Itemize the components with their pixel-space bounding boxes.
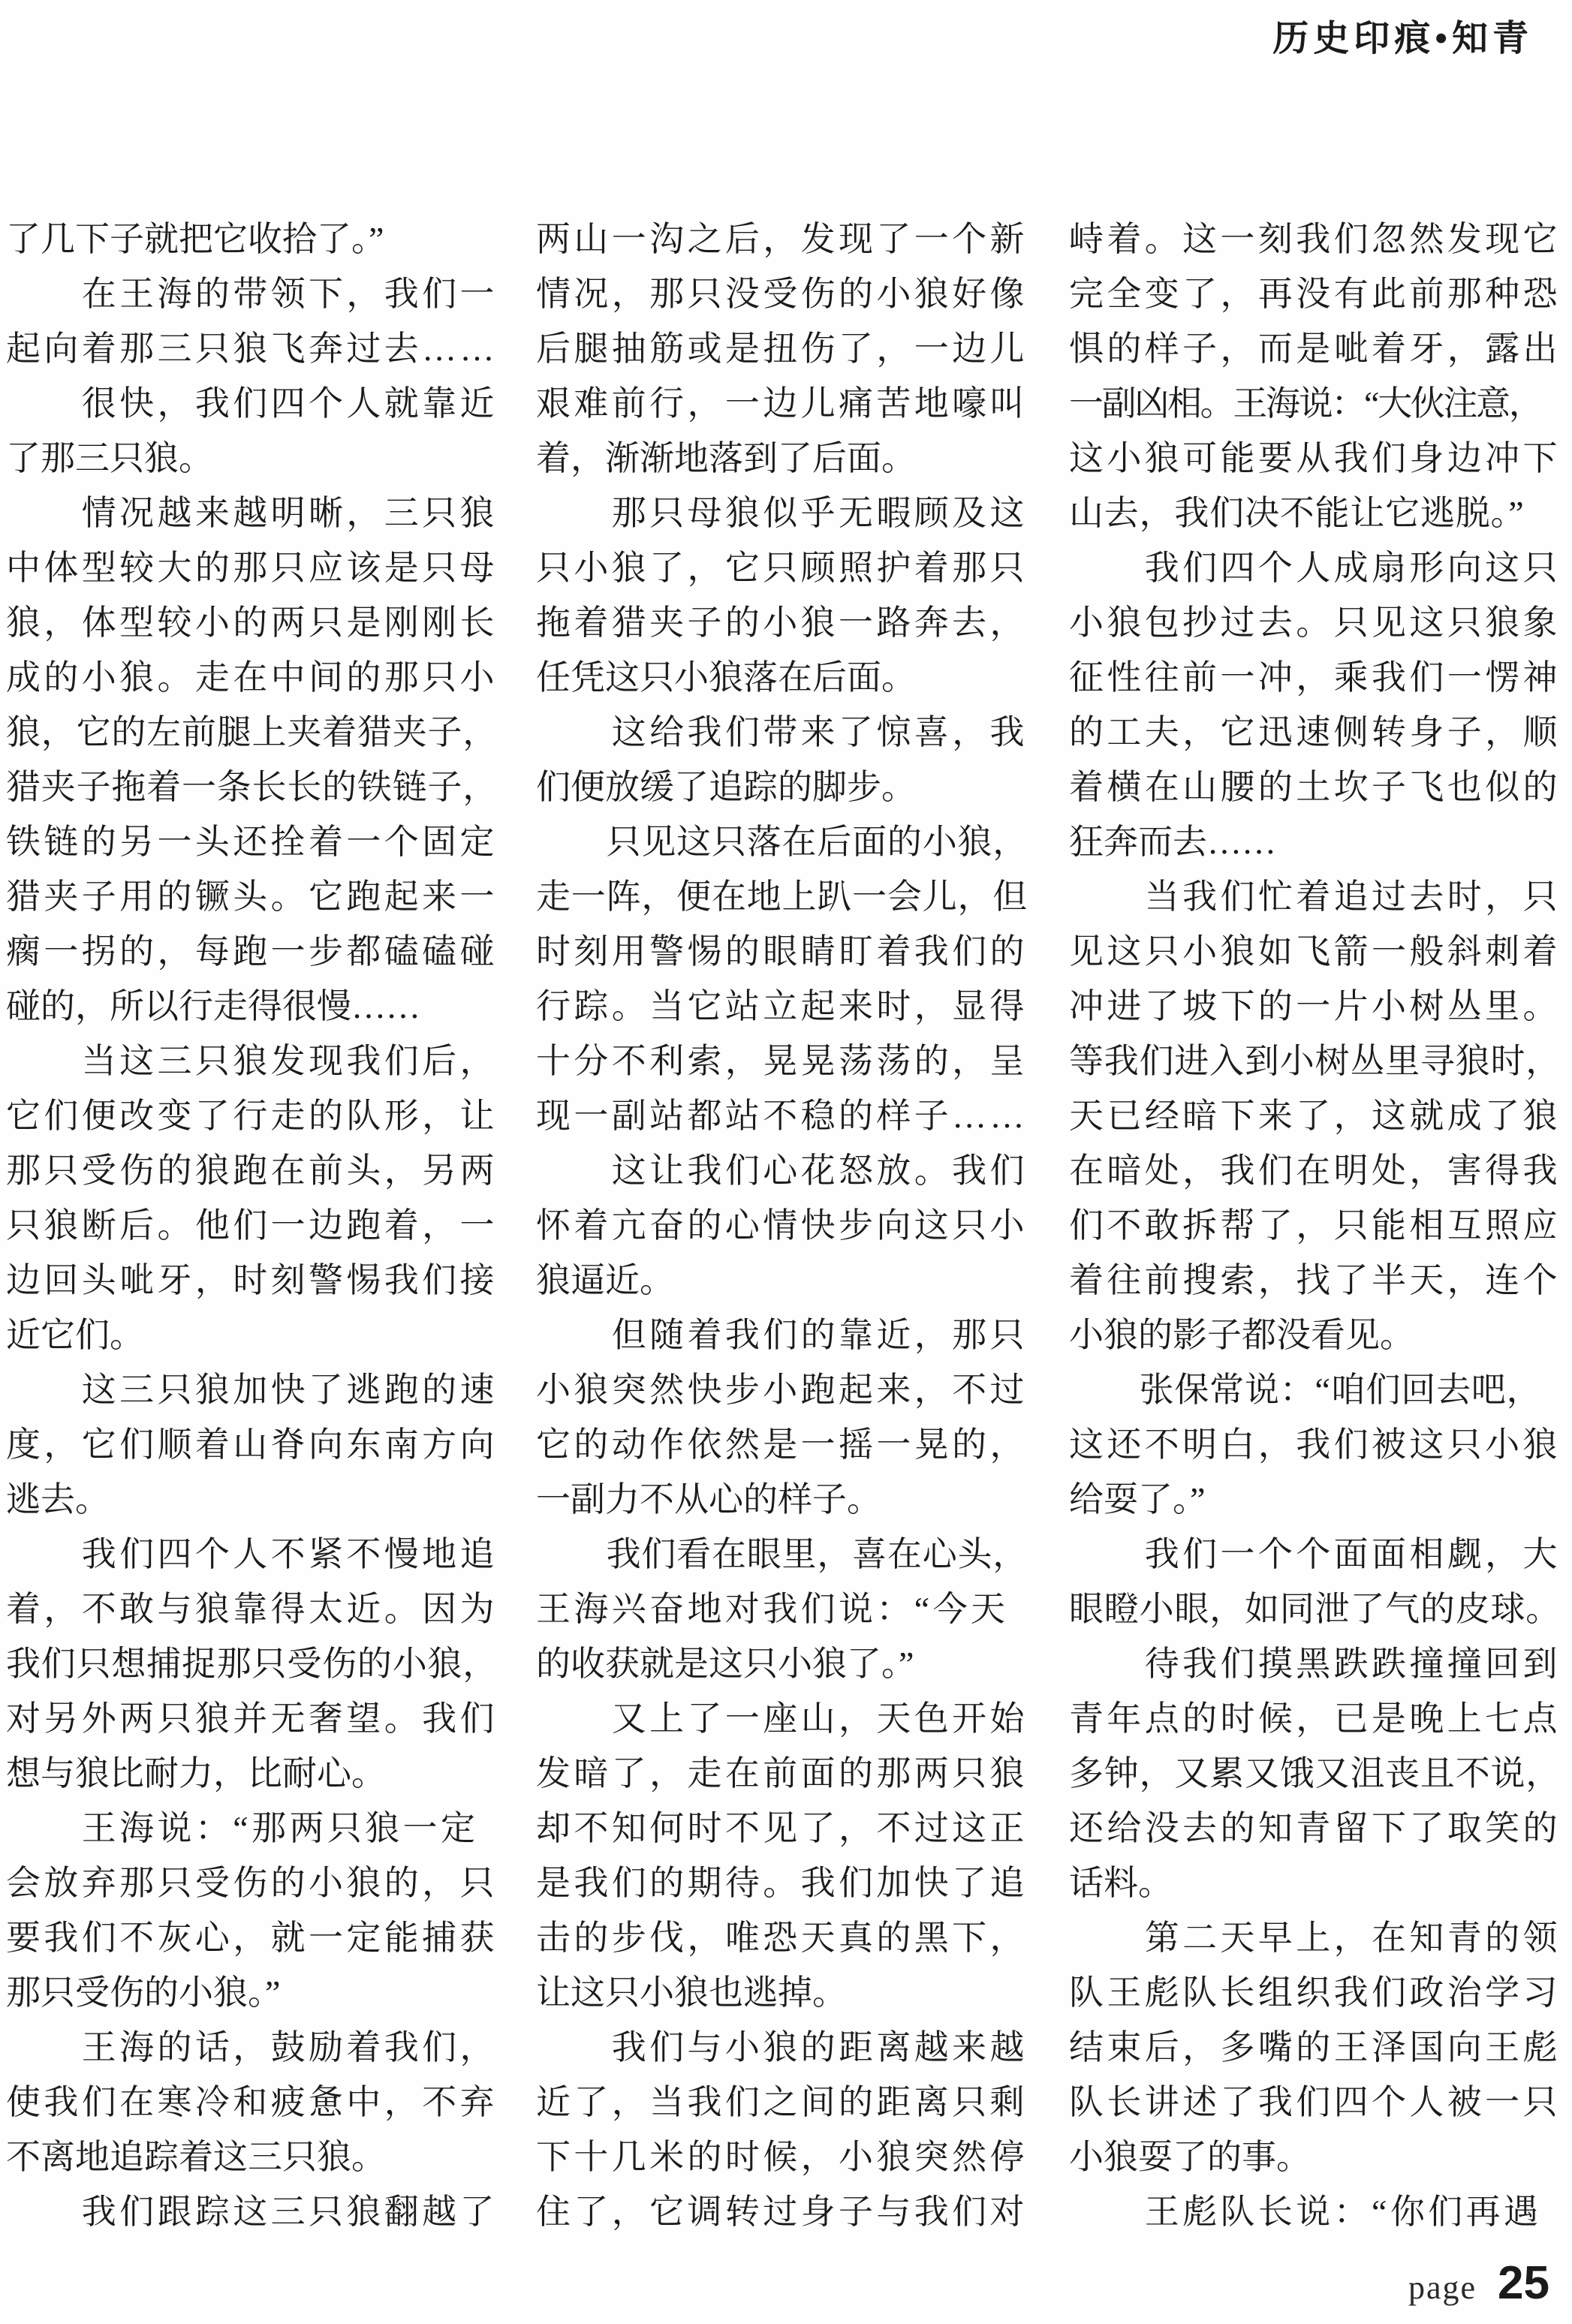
text-line: 成的小狼。走在中间的那只小 — [6, 658, 498, 697]
text-line: 一副力不从心的样子。 — [536, 1480, 881, 1519]
text-line: 行踪。当它站立起来时，显得 — [536, 987, 1028, 1025]
text-line: 我们四个人不紧不慢地追 — [6, 1535, 498, 1573]
text-line: 这让我们心花怒放。我们 — [536, 1151, 1028, 1190]
text-line: 会放弃那只受伤的小狼的，只 — [6, 1864, 498, 1902]
text-line: 征性往前一冲，乘我们一愣神 — [1069, 658, 1561, 697]
text-line: 怀着亢奋的心情快步向这只小 — [536, 1206, 1028, 1245]
text-line: 发暗了，走在前面的那两只狼 — [536, 1754, 1028, 1793]
text-line: 猎夹子用的镢头。它跑起来一 — [6, 878, 498, 916]
text-line: 要我们不灰心，就一定能捕获 — [6, 1919, 498, 1957]
text-line: 狼逼近。 — [536, 1261, 674, 1299]
text-line: 击的步伐，唯恐天真的黑下， — [536, 1919, 1028, 1957]
text-line: 给耍了。” — [1069, 1480, 1206, 1519]
text-line: 任凭这只小狼落在后面。 — [536, 658, 916, 697]
text-line: 队长讲述了我们四个人被一只 — [1069, 2083, 1561, 2121]
text-line: 这三只狼加快了逃跑的速 — [6, 1371, 498, 1409]
text-line: 多钟，又累又饿又沮丧且不说， — [1069, 1754, 1561, 1793]
text-line: 度，它们顺着山脊向东南方向 — [6, 1425, 498, 1464]
text-line: 但随着我们的靠近，那只 — [536, 1316, 1028, 1354]
text-line: 在暗处，我们在明处，害得我 — [1069, 1151, 1561, 1190]
text-line: 近它们。 — [6, 1316, 144, 1354]
text-line: 山去，我们决不能让它逃脱。” — [1069, 494, 1525, 532]
text-line: 了那三只狼。 — [6, 439, 213, 477]
text-line: 边回头呲牙，时刻警惕我们接 — [6, 1261, 498, 1299]
text-line: 两山一沟之后，发现了一个新 — [536, 220, 1028, 258]
text-line: 它的动作依然是一摇一晃的， — [536, 1425, 1028, 1464]
footer-page-number: 25 — [1498, 2257, 1549, 2309]
text-line: 了几下子就把它收拾了。” — [6, 220, 384, 258]
text-line: 着往前搜索，找了半天，连个 — [1069, 1261, 1561, 1299]
text-line: 完全变了，再没有此前那种恐 — [1069, 275, 1561, 313]
text-line: 见这只小狼如飞箭一般斜刺着 — [1069, 932, 1561, 971]
text-line: 们便放缓了追踪的脚步。 — [536, 768, 916, 806]
text-line: 这还不明白，我们被这只小狼 — [1069, 1425, 1561, 1464]
text-line: 王海兴奋地对我们说：“今天 — [536, 1590, 1009, 1628]
text-line: 住了，它调转过身子与我们对 — [536, 2193, 1028, 2231]
text-line: 待我们摸黑跌跌撞撞回到 — [1069, 1645, 1561, 1683]
text-line: 碰的，所以行走得很慢…… — [6, 987, 420, 1025]
text-line: 等我们进入到小树丛里寻狼时， — [1069, 1042, 1561, 1080]
text-line: 在王海的带领下，我们一 — [6, 275, 498, 313]
text-line: 时刻用警惕的眼睛盯着我们的 — [536, 932, 1028, 971]
text-line: 一副凶相。王海说：“大伙注意， — [1069, 384, 1542, 423]
text-line: 我们一个个面面相觑，大 — [1069, 1535, 1561, 1573]
text-line: 让这只小狼也逃掉。 — [536, 1973, 847, 2012]
text-line: 狂奔而去…… — [1069, 823, 1276, 861]
text-line: 拖着猎夹子的小狼一路奔去， — [536, 604, 1028, 642]
text-line: 只见这只落在后面的小狼， — [536, 823, 1028, 861]
text-line: 着横在山腰的土坎子飞也似的 — [1069, 768, 1561, 806]
text-line: 却不知何时不见了，不过这正 — [536, 1809, 1028, 1847]
page-footer — [1408, 2256, 1549, 2310]
text-line: 近了，当我们之间的距离只剩 — [536, 2083, 1028, 2121]
text-line: 起向着那三只狼飞奔过去…… — [6, 330, 498, 368]
text-line: 又上了一座山，天色开始 — [536, 1699, 1028, 1738]
text-line: 王海的话，鼓励着我们， — [6, 2028, 498, 2067]
text-line: 那只受伤的小狼。” — [6, 1973, 281, 2012]
article-column-3 — [1069, 212, 1561, 2239]
text-line: 情况，那只没受伤的小狼好像 — [536, 275, 1028, 313]
text-line: 铁链的另一头还拴着一个固定 — [6, 823, 498, 861]
text-line: 这小狼可能要从我们身边冲下 — [1069, 439, 1561, 477]
text-line: 中体型较大的那只应该是只母 — [6, 549, 498, 587]
text-line: 我们与小狼的距离越来越 — [536, 2028, 1028, 2067]
text-line: 只小狼了，它只顾照护着那只 — [536, 549, 1028, 587]
text-line: 张保常说：“咱们回去吧， — [1069, 1371, 1542, 1409]
text-line: 小狼耍了的事。 — [1069, 2138, 1311, 2176]
text-line: 对另外两只狼并无奢望。我们 — [6, 1699, 498, 1738]
text-line: 峙着。这一刻我们忽然发现它 — [1069, 220, 1561, 258]
text-line: 当这三只狼发现我们后， — [6, 1042, 498, 1080]
text-line: 那只母狼似乎无暇顾及这 — [536, 494, 1028, 532]
text-line: 我们只想捕捉那只受伤的小狼， — [6, 1645, 498, 1683]
text-line: 青年点的时候，已是晚上七点 — [1069, 1699, 1561, 1738]
text-line: 小狼的影子都没看见。 — [1069, 1316, 1414, 1354]
text-line: 想与狼比耐力，比耐心。 — [6, 1754, 386, 1793]
text-line: 使我们在寒冷和疲惫中，不弃 — [6, 2083, 498, 2121]
text-line: 不离地追踪着这三只狼。 — [6, 2138, 386, 2176]
text-line: 着，不敢与狼靠得太近。因为 — [6, 1590, 498, 1628]
text-line: 逃去。 — [6, 1480, 110, 1519]
footer-page-label: page — [1408, 2269, 1477, 2306]
text-line: 还给没去的知青留下了取笑的 — [1069, 1809, 1561, 1847]
text-line: 很快，我们四个人就靠近 — [6, 384, 498, 423]
text-line: 小狼包抄过去。只见这只狼象 — [1069, 604, 1561, 642]
text-line: 艰难前行，一边儿痛苦地嚎叫 — [536, 384, 1028, 423]
text-line: 那只受伤的狼跑在前头，另两 — [6, 1151, 498, 1190]
text-line: 现一副站都站不稳的样子…… — [536, 1097, 1028, 1135]
text-line: 结束后，多嘴的王泽国向王彪 — [1069, 2028, 1561, 2067]
text-line: 眼瞪小眼，如同泄了气的皮球。 — [1069, 1590, 1561, 1628]
text-line: 狼，体型较小的两只是刚刚长 — [6, 604, 498, 642]
text-line: 我们四个人成扇形向这只 — [1069, 549, 1561, 587]
text-line: 惧的样子，而是呲着牙，露出 — [1069, 330, 1561, 368]
text-line: 情况越来越明晰，三只狼 — [6, 494, 498, 532]
text-line: 冲进了坡下的一片小树丛里。 — [1069, 987, 1561, 1025]
text-line: 的工夫，它迅速侧转身子，顺 — [1069, 713, 1561, 751]
text-line: 王海说：“那两只狼一定 — [6, 1809, 479, 1847]
text-line: 十分不利索，晃晃荡荡的，呈 — [536, 1042, 1028, 1080]
text-line: 们不敢拆帮了，只能相互照应 — [1069, 1206, 1561, 1245]
text-line: 下十几米的时候，小狼突然停 — [536, 2138, 1028, 2176]
text-line: 小狼突然快步小跑起来，不过 — [536, 1371, 1028, 1409]
text-line: 着，渐渐地落到了后面。 — [536, 439, 916, 477]
text-line: 是我们的期待。我们加快了追 — [536, 1864, 1028, 1902]
article-column-1 — [6, 212, 498, 2239]
text-line: 第二天早上，在知青的领 — [1069, 1919, 1561, 1957]
text-line: 我们跟踪这三只狼翻越了 — [6, 2193, 498, 2231]
text-line: 王彪队长说：“你们再遇 — [1069, 2193, 1542, 2231]
text-line: 我们看在眼里，喜在心头， — [536, 1535, 1028, 1573]
article-column-2 — [536, 212, 1028, 2239]
text-line: 天已经暗下来了，这就成了狼 — [1069, 1097, 1561, 1135]
text-line: 猎夹子拖着一条长长的铁链子， — [6, 768, 498, 806]
page-header: 历史印痕•知青 — [1272, 19, 1533, 59]
text-line: 后腿抽筋或是扭伤了，一边儿 — [536, 330, 1028, 368]
text-line: 它们便改变了行走的队形，让 — [6, 1097, 498, 1135]
text-line: 话料。 — [1069, 1864, 1173, 1902]
text-line: 当我们忙着追过去时，只 — [1069, 878, 1561, 916]
text-line: 只狼断后。他们一边跑着，一 — [6, 1206, 498, 1245]
text-line: 狼，它的左前腿上夹着猎夹子， — [6, 713, 498, 751]
text-line: 的收获就是这只小狼了。” — [536, 1645, 914, 1683]
text-line: 这给我们带来了惊喜，我 — [536, 713, 1028, 751]
text-line: 队王彪队长组织我们政治学习 — [1069, 1973, 1561, 2012]
text-line: 瘸一拐的，每跑一步都磕磕碰 — [6, 932, 498, 971]
text-line: 走一阵，便在地上趴一会儿，但 — [536, 878, 1028, 916]
